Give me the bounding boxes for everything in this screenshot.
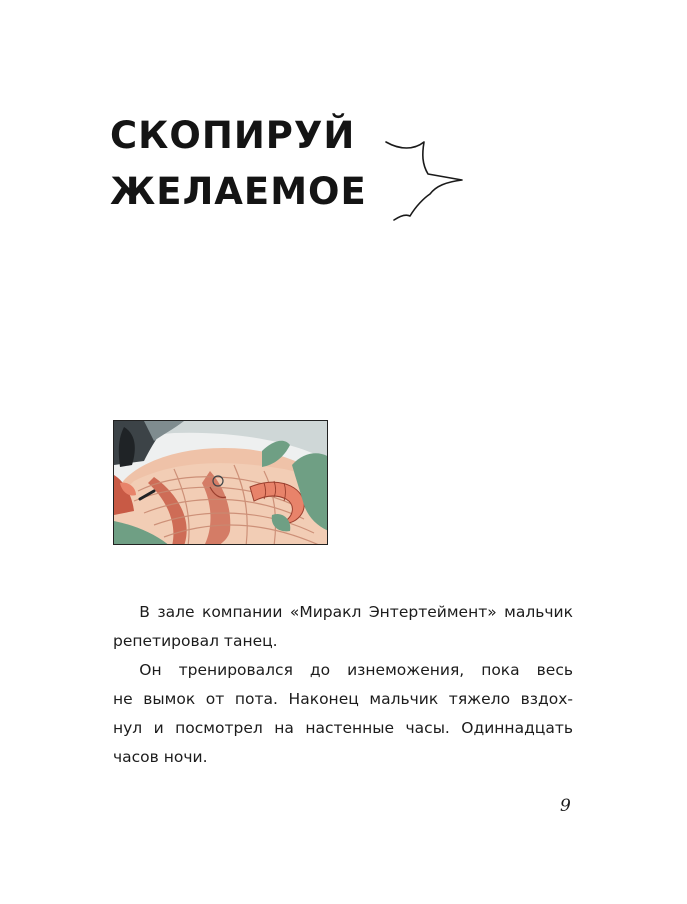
body-text [113, 598, 573, 772]
chapter-title-line-2: ЖЕЛАЕМОЕ [110, 170, 367, 213]
paragraph-2 [113, 656, 573, 772]
paragraph-1-line-2: репетировал танец. [113, 632, 278, 650]
paragraph-2-line-4: часов ночи. [113, 748, 208, 766]
paragraph-2-line-2: не вымок от пота. Наконец мальчик тяжело вздох- [113, 690, 573, 708]
pasta-shrimp-icon [114, 421, 328, 545]
chapter-title-line-1: СКОПИРУЙ [110, 114, 356, 157]
chapter-title [110, 108, 367, 220]
speech-burst-icon [378, 128, 470, 228]
paragraph-2-line-1: Он тренировался до изнеможения, пока весь [116, 661, 573, 679]
paragraph-1-line-1: В зале компании «Миракл Энтертеймент» мальчик [116, 603, 573, 621]
page-number: 9 [560, 796, 571, 816]
paragraph-1 [113, 598, 573, 656]
paragraph-2-line-3: нул и посмотрел на настенные часы. Одиннадцать [113, 719, 573, 737]
pasta-shrimp-illustration [113, 420, 328, 545]
